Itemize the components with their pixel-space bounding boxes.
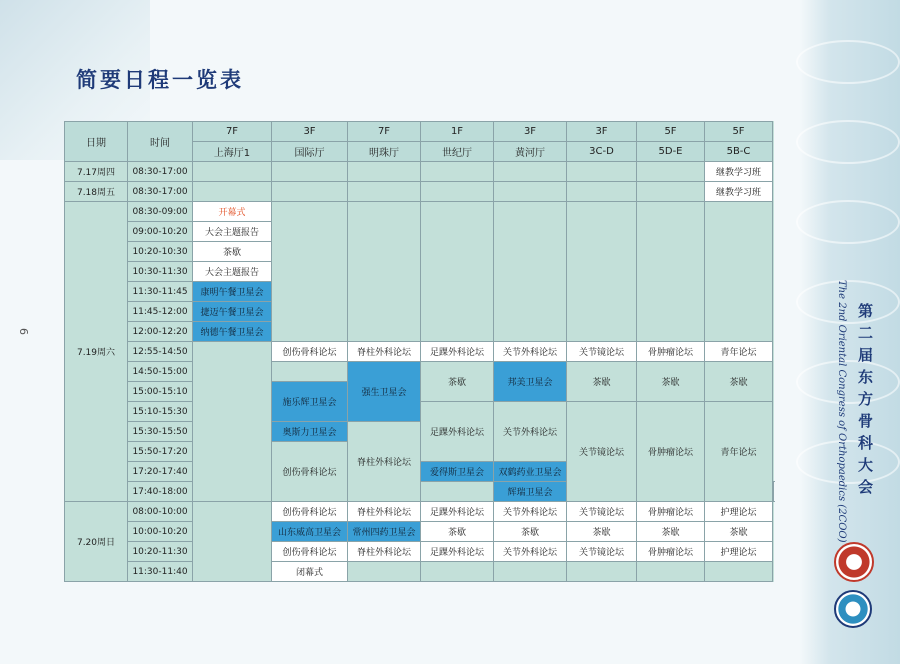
time-cell: 11:45-12:00 <box>128 302 193 322</box>
session-cell: 茶歇 <box>637 522 705 542</box>
table-row <box>65 502 774 522</box>
session-cell: 关节镜论坛 <box>567 402 637 502</box>
page-title: 简要日程一览表 <box>76 67 244 92</box>
session-cell: 关节外科论坛 <box>494 402 567 462</box>
session-cell: 青年论坛 <box>705 402 773 502</box>
session-cell: 关节镜论坛 <box>567 502 637 522</box>
floor-header: 7F <box>193 122 272 142</box>
session-cell: 关节外科论坛 <box>494 542 567 562</box>
session-cell: 大会主题报告 <box>193 262 272 282</box>
table-row <box>65 182 774 202</box>
session-cell: 护理论坛 <box>705 542 773 562</box>
table-row <box>65 342 774 362</box>
floor-header: 3F <box>567 122 637 142</box>
time-cell: 10:30-11:30 <box>128 262 193 282</box>
session-cell: 关节镜论坛 <box>567 342 637 362</box>
table-row <box>65 522 774 542</box>
table-row <box>65 162 774 182</box>
floor-header: 1F <box>421 122 494 142</box>
session-cell: 关节外科论坛 <box>494 342 567 362</box>
session-cell: 爱得斯卫星会 <box>421 462 494 482</box>
header-floor-row <box>65 122 774 142</box>
time-cell: 17:40-18:00 <box>128 482 193 502</box>
time-cell: 15:00-15:10 <box>128 382 193 402</box>
session-cell: 骨肿瘤论坛 <box>637 502 705 522</box>
hall-header: 3C-D <box>567 142 637 162</box>
date-cell: 7.19周六 <box>65 202 128 502</box>
hall-header: 黄河厅 <box>494 142 567 162</box>
session-cell: 继教学习班 <box>705 162 773 182</box>
date-cell: 7.17周四 <box>65 162 128 182</box>
table-row <box>65 542 774 562</box>
time-cell: 17:20-17:40 <box>128 462 193 482</box>
session-cell: 脊柱外科论坛 <box>348 502 421 522</box>
session-cell: 茶歇 <box>494 522 567 542</box>
session-cell: 骨肿瘤论坛 <box>637 342 705 362</box>
time-cell: 12:55-14:50 <box>128 342 193 362</box>
session-cell: 茶歇 <box>567 362 637 402</box>
session-cell: 茶歇 <box>705 522 773 542</box>
session-cell: 邦美卫星会 <box>494 362 567 402</box>
session-cell: 强生卫星会 <box>348 362 421 422</box>
session-cell: 脊柱外科论坛 <box>348 422 421 502</box>
floor-header: 5F <box>705 122 773 142</box>
time-cell: 08:30-17:00 <box>128 182 193 202</box>
date-cell: 7.18周五 <box>65 182 128 202</box>
session-cell: 施乐辉卫星会 <box>272 382 348 422</box>
session-cell: 关节外科论坛 <box>494 502 567 522</box>
floor-header: 5F <box>637 122 705 142</box>
session-cell: 护理论坛 <box>705 502 773 522</box>
session-cell: 创伤骨科论坛 <box>272 342 348 362</box>
time-cell: 11:30-11:45 <box>128 282 193 302</box>
session-cell: 山东威高卫星会 <box>272 522 348 542</box>
session-cell: 闭幕式 <box>272 562 348 582</box>
session-cell: 青年论坛 <box>705 342 773 362</box>
session-cell: 关节镜论坛 <box>567 542 637 562</box>
session-cell: 康明午餐卫星会 <box>193 282 272 302</box>
time-cell: 15:30-15:50 <box>128 422 193 442</box>
hall-header: 上海厅1 <box>193 142 272 162</box>
time-cell: 08:00-10:00 <box>128 502 193 522</box>
session-cell: 茶歇 <box>637 362 705 402</box>
table-row <box>65 202 774 222</box>
time-cell: 12:00-12:20 <box>128 322 193 342</box>
floor-header: 3F <box>272 122 348 142</box>
session-cell: 继教学习班 <box>705 182 773 202</box>
floor-header: 3F <box>494 122 567 142</box>
session-cell: 足踝外科论坛 <box>421 402 494 462</box>
session-cell: 骨肿瘤论坛 <box>637 402 705 502</box>
congress-logo <box>834 542 874 582</box>
time-cell: 08:30-09:00 <box>128 202 193 222</box>
time-cell: 10:20-10:30 <box>128 242 193 262</box>
session-cell: 足踝外科论坛 <box>421 542 494 562</box>
page-number: 6 <box>17 328 30 335</box>
session-cell: 创伤骨科论坛 <box>272 542 348 562</box>
session-cell: 纳德午餐卫星会 <box>193 322 272 342</box>
session-cell: 茶歇 <box>705 362 773 402</box>
session-cell: 创伤骨科论坛 <box>272 502 348 522</box>
session-cell: 开幕式 <box>193 202 272 222</box>
session-cell: 脊柱外科论坛 <box>348 542 421 562</box>
session-cell: 足踝外科论坛 <box>421 502 494 522</box>
time-cell: 10:20-11:30 <box>128 542 193 562</box>
session-cell: 茶歇 <box>193 242 272 262</box>
session-cell: 常州四药卫星会 <box>348 522 421 542</box>
time-cell: 15:50-17:20 <box>128 442 193 462</box>
session-cell: 创伤骨科论坛 <box>272 442 348 502</box>
session-cell: 奥斯力卫星会 <box>272 422 348 442</box>
schedule-table <box>64 121 774 582</box>
session-cell: 双鹤药业卫星会 <box>494 462 567 482</box>
hall-header: 国际厅 <box>272 142 348 162</box>
session-cell: 茶歇 <box>421 522 494 542</box>
session-cell: 茶歇 <box>567 522 637 542</box>
hall-header: 世纪厅 <box>421 142 494 162</box>
time-cell: 11:30-11:40 <box>128 562 193 582</box>
session-cell: 骨肿瘤论坛 <box>637 542 705 562</box>
hall-header: 5D-E <box>637 142 705 162</box>
side-title: 第二届东方骨科大会 <box>858 302 874 496</box>
session-cell: 足踝外科论坛 <box>421 342 494 362</box>
hall-header: 5B-C <box>705 142 773 162</box>
session-cell: 大会主题报告 <box>193 222 272 242</box>
time-cell: 15:10-15:30 <box>128 402 193 422</box>
time-cell: 10:00-10:20 <box>128 522 193 542</box>
hall-header: 明珠厅 <box>348 142 421 162</box>
date-header: 日期 <box>65 122 128 162</box>
floor-header: 7F <box>348 122 421 142</box>
table-row <box>65 562 774 582</box>
time-header: 时间 <box>128 122 193 162</box>
session-cell: 茶歇 <box>421 362 494 402</box>
date-cell: 7.20周日 <box>65 502 128 582</box>
side-subtitle: The 2nd Oriental Congress of Orthopaedics (2COO) <box>836 280 847 543</box>
time-cell: 09:00-10:20 <box>128 222 193 242</box>
session-cell: 脊柱外科论坛 <box>348 342 421 362</box>
session-cell: 捷迈午餐卫星会 <box>193 302 272 322</box>
association-logo <box>834 590 872 628</box>
table-row <box>65 362 774 382</box>
session-cell: 辉瑞卫星会 <box>494 482 567 502</box>
time-cell: 14:50-15:00 <box>128 362 193 382</box>
time-cell: 08:30-17:00 <box>128 162 193 182</box>
